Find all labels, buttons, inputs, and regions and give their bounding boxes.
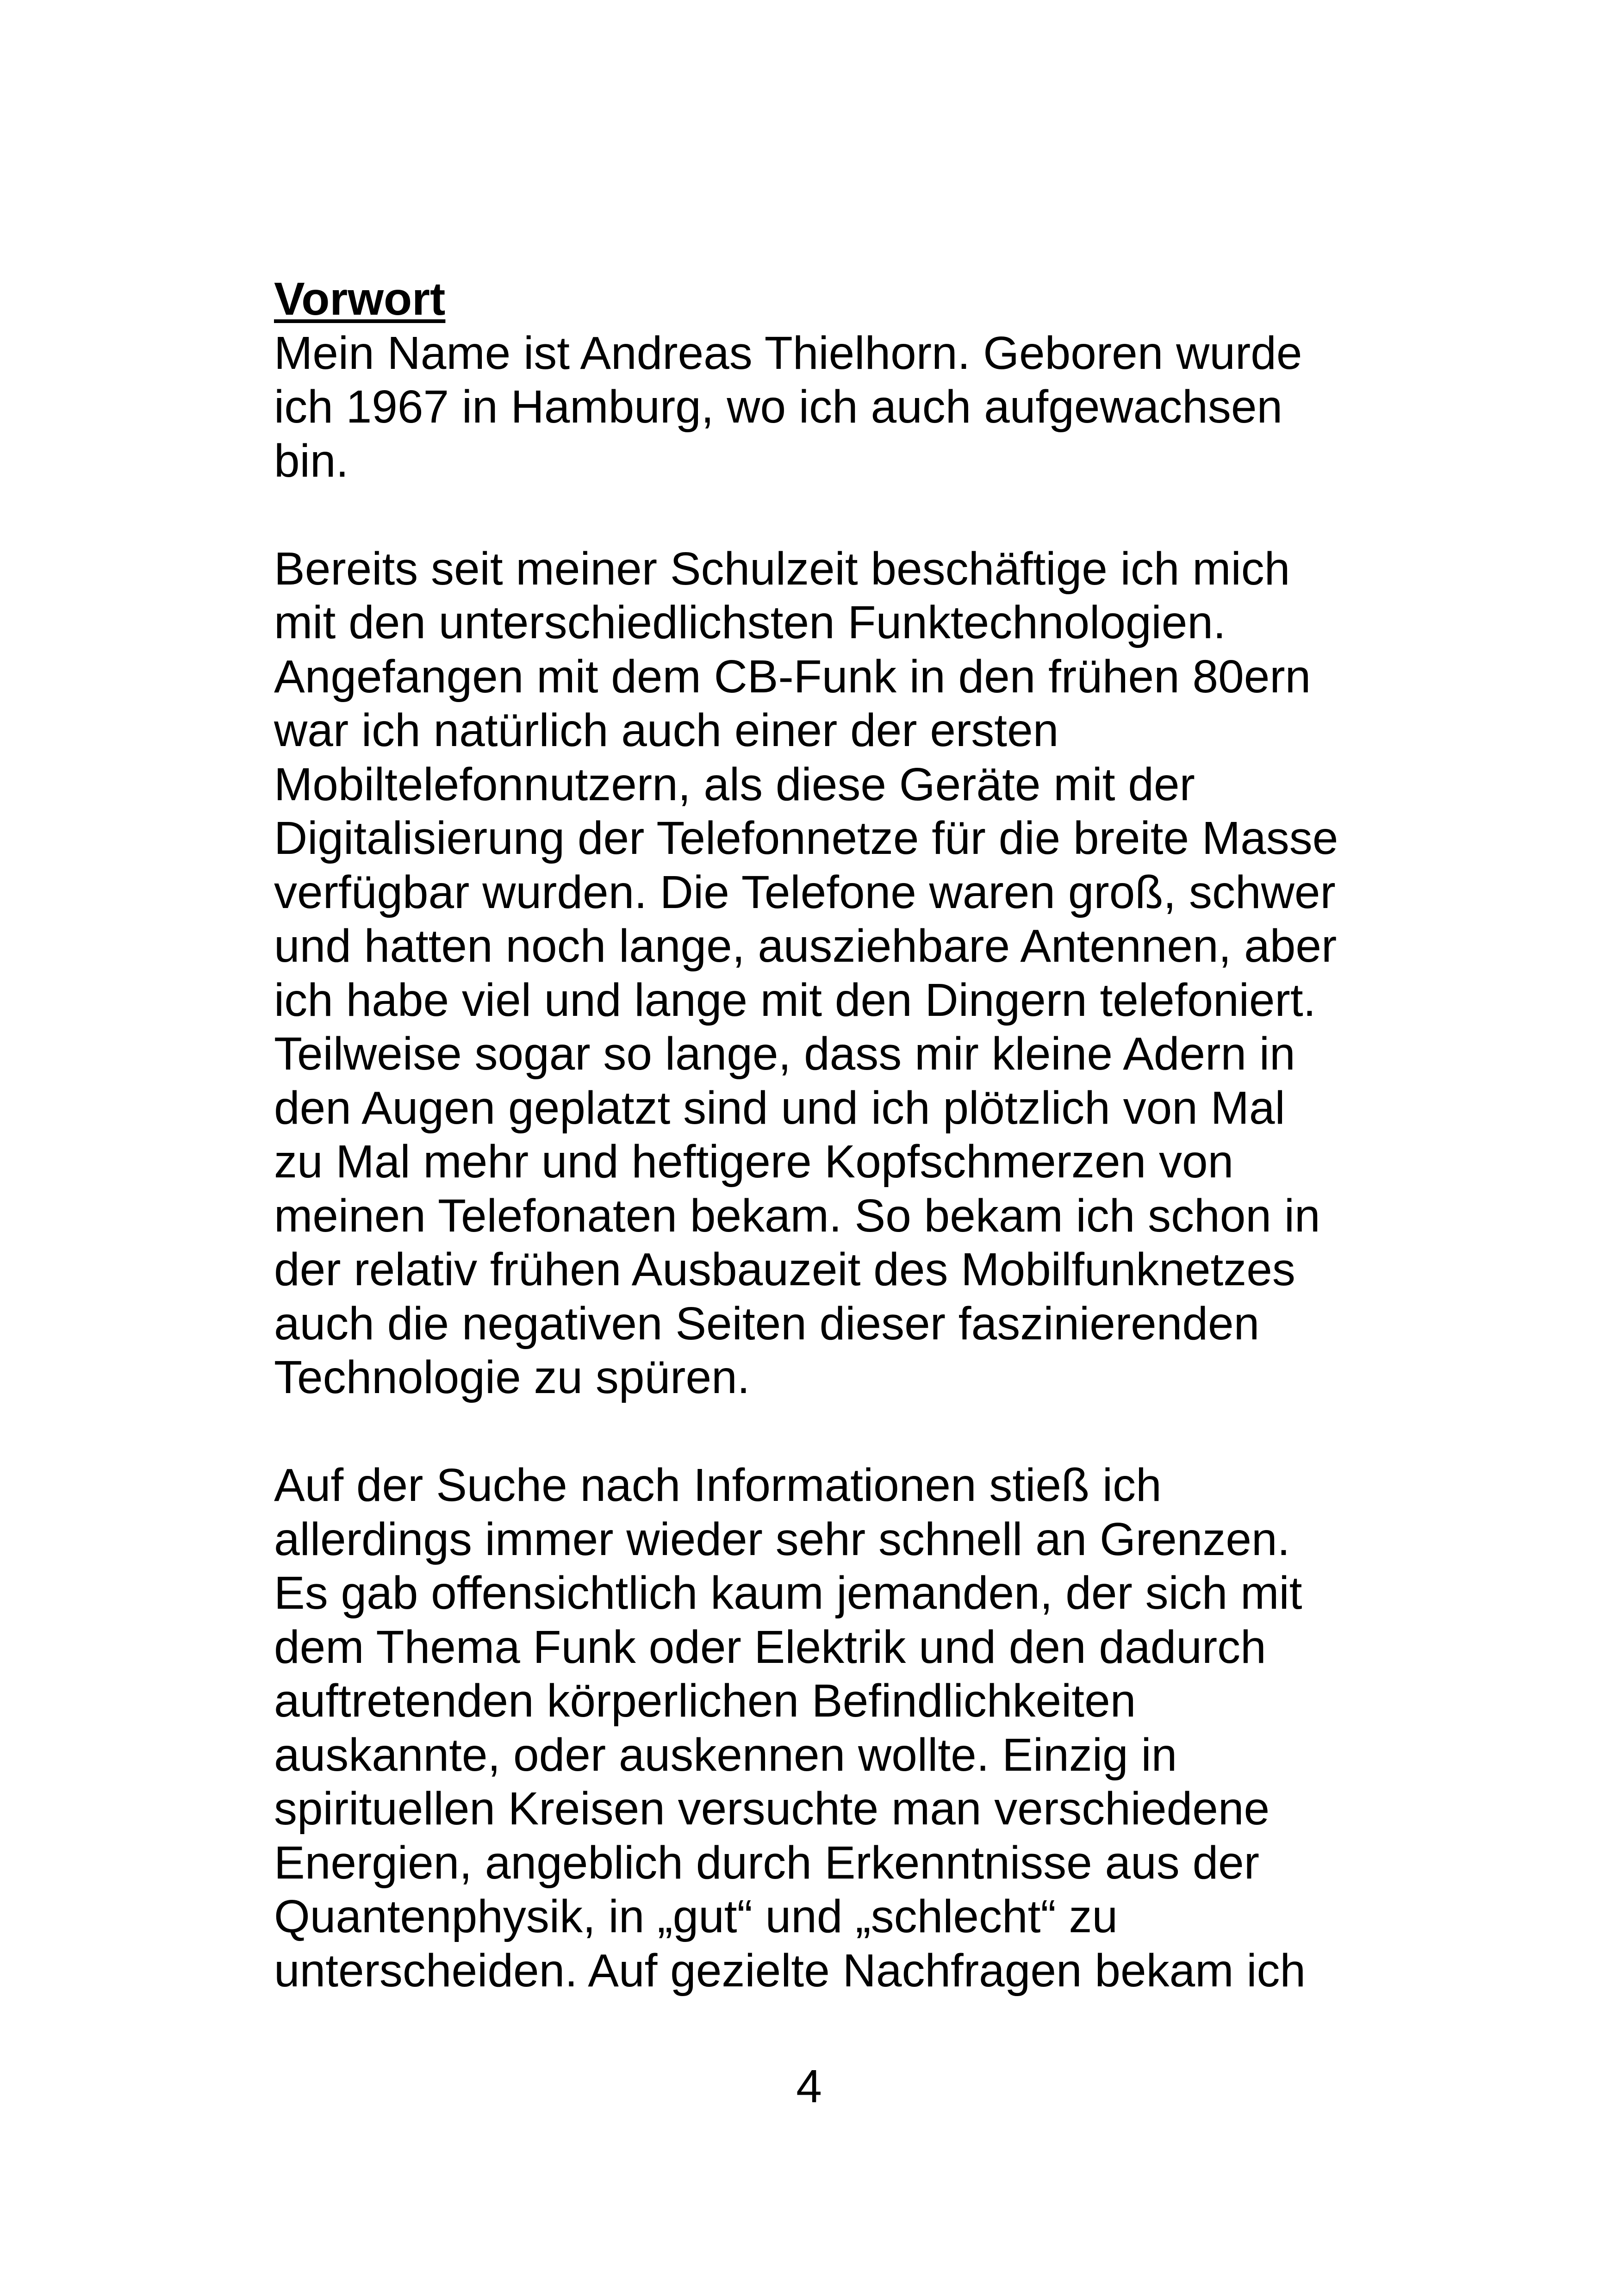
paragraph-1: [274, 326, 1385, 488]
text-line: Angefangen mit dem CB-Funk in den frühen 80ern: [274, 650, 1311, 703]
text-line: der relativ frühen Ausbauzeit des Mobilfunknetzes: [274, 1244, 1295, 1295]
page-number: 4: [796, 2060, 822, 2112]
text-line: auftretenden körperlichen Befindlichkeiten: [274, 1675, 1136, 1727]
text-line: und hatten noch lange, ausziehbare Antennen, aber: [274, 920, 1337, 972]
text-line: Energien, angeblich durch Erkenntnisse aus der: [274, 1836, 1260, 1889]
text-line: allerdings immer wieder sehr schnell an Grenzen.: [274, 1513, 1290, 1565]
text-line: ich habe viel und lange mit den Dingern telefoniert.: [274, 974, 1316, 1026]
paragraph-gap: [274, 488, 1385, 542]
text-line: den Augen geplatzt sind und ich plötzlich von Mal: [274, 1082, 1285, 1134]
text-line: unterscheiden. Auf gezielte Nachfragen bekam ich: [274, 1944, 1306, 1997]
text-line: verfügbar wurden. Die Telefone waren groß, schwer: [274, 866, 1336, 918]
text-line: Quantenphysik, in „gut“ und „schlecht“ zu: [274, 1891, 1118, 1942]
text-line: Mobiltelefonnutzern, als diese Geräte mit der: [274, 758, 1195, 810]
text-line: bin.: [274, 435, 349, 487]
paragraph-gap: [274, 1405, 1385, 1459]
text-line: auskannte, oder auskennen wollte. Einzig in: [274, 1729, 1177, 1781]
text-line: Bereits seit meiner Schulzeit beschäftige ich mich: [274, 542, 1290, 595]
paragraph-2: [274, 542, 1385, 1405]
text-line: Teilweise sogar so lange, dass mir kleine Adern in: [274, 1028, 1295, 1080]
page-body: [274, 272, 1385, 1997]
text-line: ich 1967 in Hamburg, wo ich auch aufgewachsen: [274, 381, 1283, 433]
text-line: Es gab offensichtlich kaum jemanden, der sich mit: [274, 1567, 1302, 1619]
text-line: Mein Name ist Andreas Thielhorn. Geboren wurde: [274, 327, 1302, 379]
text-line: Digitalisierung der Telefonnetze für die breite Masse: [274, 812, 1338, 864]
text-line: auch die negativen Seiten dieser faszinierenden: [274, 1297, 1260, 1350]
paragraph-3: [274, 1458, 1385, 1997]
section-heading: Vorwort: [274, 273, 446, 325]
text-line: war ich natürlich auch einer der ersten: [274, 704, 1059, 756]
text-line: Technologie zu spüren.: [274, 1351, 750, 1403]
text-line: dem Thema Funk oder Elektrik und den dadurch: [274, 1621, 1266, 1673]
text-line: spirituellen Kreisen versuchte man verschiedene: [274, 1783, 1270, 1835]
text-line: mit den unterschiedlichsten Funktechnologien.: [274, 597, 1226, 648]
text-line: Auf der Suche nach Informationen stieß ich: [274, 1459, 1162, 1511]
text-line: meinen Telefonaten bekam. So bekam ich schon in: [274, 1189, 1320, 1242]
text-line: zu Mal mehr und heftigere Kopfschmerzen von: [274, 1136, 1234, 1188]
